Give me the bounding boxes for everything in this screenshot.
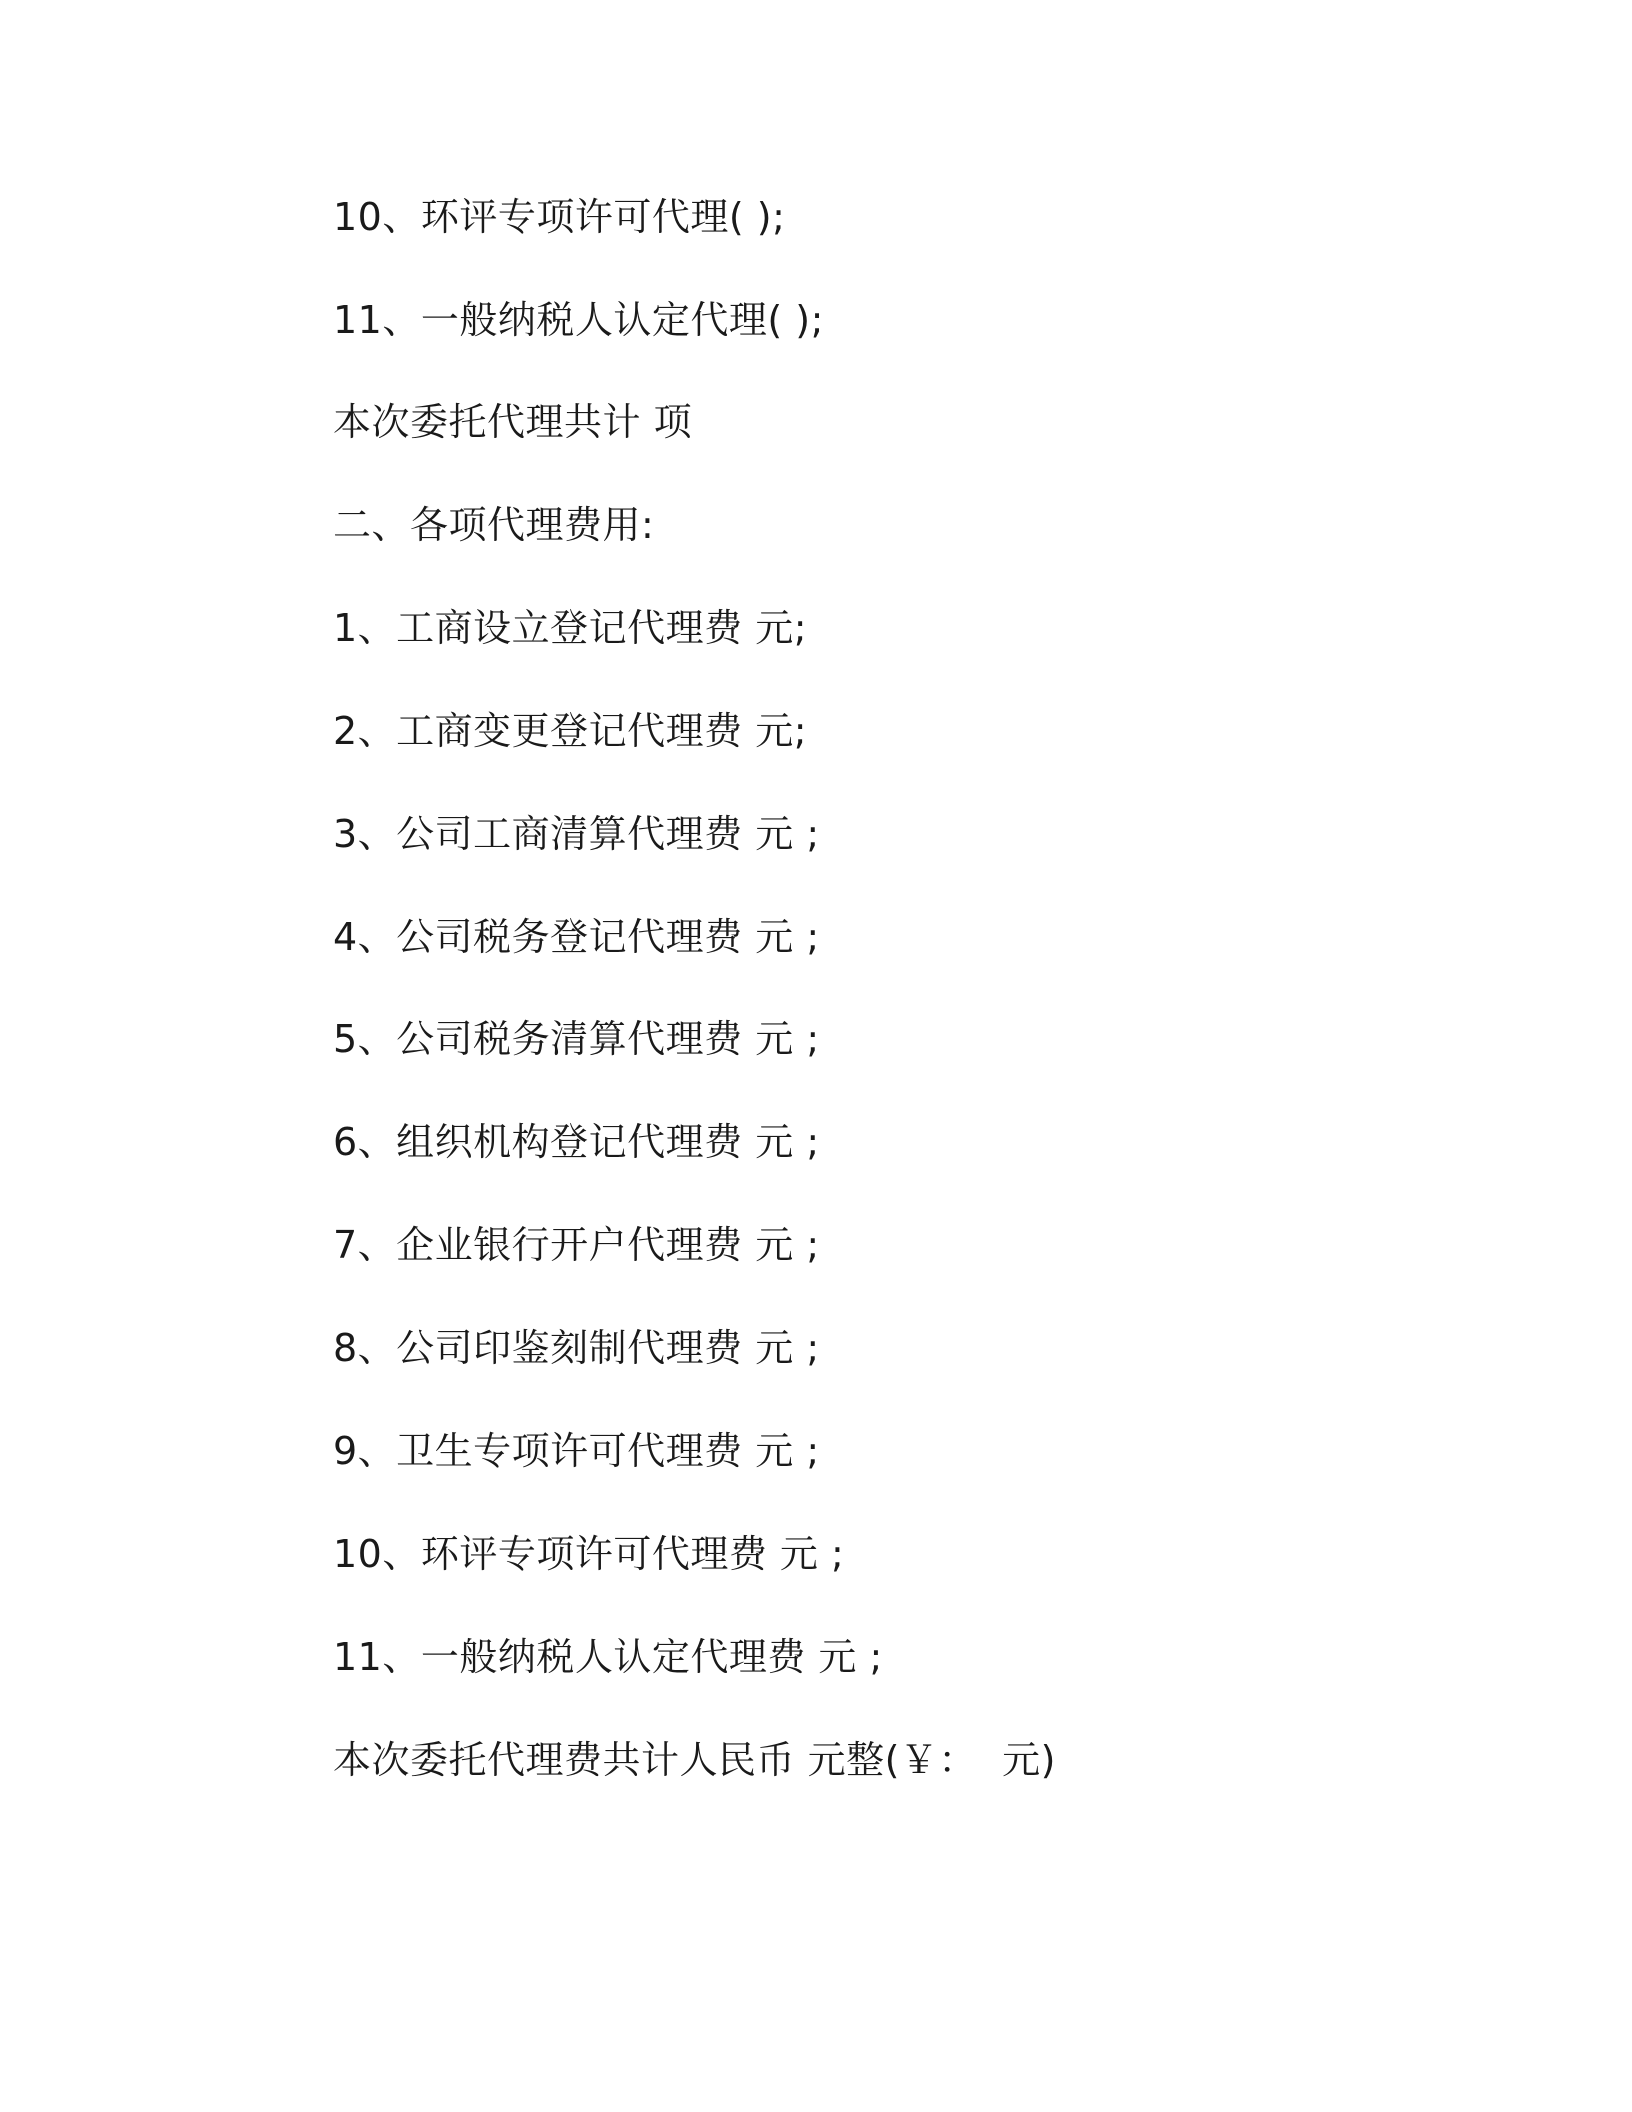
document-line: 10、环评专项许可代理费 元 ; [333,1532,845,1576]
document-line: 1、工商设立登记代理费 元; [333,606,808,650]
document-line: 本次委托代理费共计人民币 元整(￥： 元) [333,1738,1056,1782]
document-line: 10、环评专项许可代理( ); [333,195,786,239]
document-line: 9、卫生专项许可代理费 元 ; [333,1429,820,1473]
document-line: 二、各项代理费用: [333,503,655,547]
document-line: 7、企业银行开户代理费 元 ; [333,1223,820,1267]
document-line: 本次委托代理共计 项 [333,400,693,444]
document-line: 8、公司印鉴刻制代理费 元 ; [333,1326,820,1370]
document-line: 2、工商变更登记代理费 元; [333,709,808,753]
document-line: 4、公司税务登记代理费 元 ; [333,915,820,959]
document-line: 11、一般纳税人认定代理费 元 ; [333,1635,883,1679]
document-line: 6、组织机构登记代理费 元 ; [333,1120,820,1164]
document-line: 3、公司工商清算代理费 元 ; [333,812,820,856]
document-line: 5、公司税务清算代理费 元 ; [333,1017,820,1061]
document-line: 11、一般纳税人认定代理( ); [333,298,824,342]
